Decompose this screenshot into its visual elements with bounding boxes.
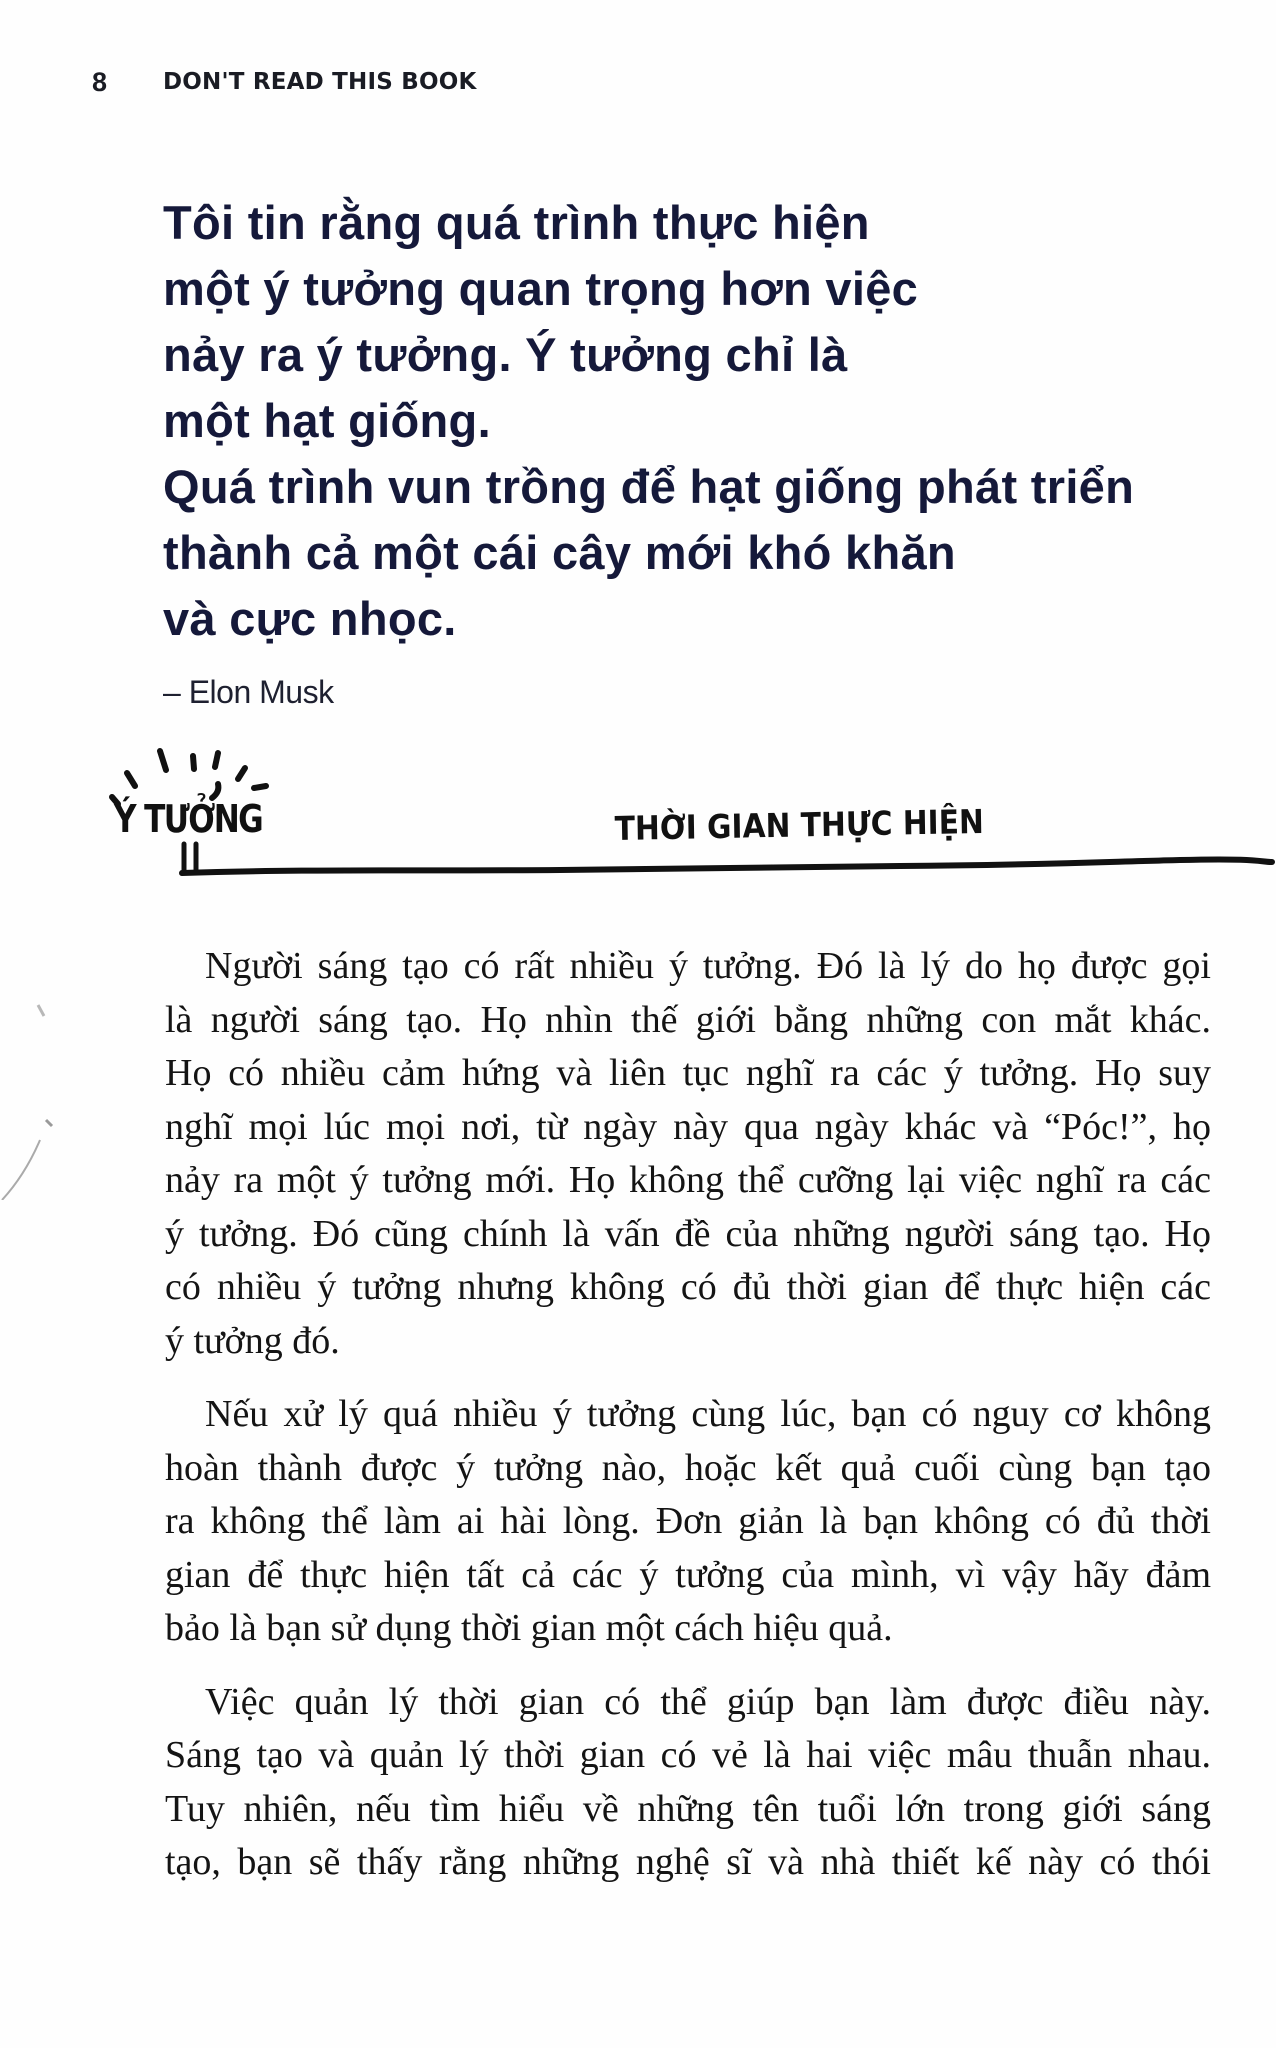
body-line: ra không thể làm ai hài lòng. Đơn giản là bạn không có đủ thời bbox=[165, 1500, 1211, 1542]
body-line: tạo, bạn sẽ thấy rằng những nghệ sĩ và nhà thiết kế này có thói bbox=[165, 1841, 1211, 1883]
body-line: Sáng tạo và quản lý thời gian có vẻ là hai việc mâu thuẫn nhau. bbox=[165, 1734, 1211, 1776]
scan-smudge bbox=[0, 1000, 60, 1200]
quote-line: và cực nhọc. bbox=[163, 592, 457, 645]
body-line: hoàn thành được ý tưởng nào, hoặc kết quả cuối cùng bạn tạo bbox=[165, 1446, 1211, 1489]
body-line: gian để thực hiện tất cả các ý tưởng của mình, vì vậy hãy đảm bbox=[165, 1553, 1211, 1596]
quote-line: một ý tưởng quan trọng hơn việc bbox=[163, 262, 919, 315]
timeline-start-ticks bbox=[184, 844, 196, 872]
body-line: Nếu xử lý quá nhiều ý tưởng cùng lúc, bạn có nguy cơ không bbox=[205, 1393, 1211, 1435]
page-number: 8 bbox=[92, 67, 108, 97]
execution-time-label: THỜI GIAN THỰC HIỆN bbox=[614, 801, 985, 848]
body-line: là người sáng tạo. Họ nhìn thế giới bằng những con mắt khác. bbox=[165, 998, 1211, 1041]
timeline-line bbox=[182, 859, 1272, 873]
body-line: bảo là bạn sử dụng thời gian một cách hiệu quả. bbox=[165, 1607, 893, 1649]
quote-line: Quá trình vun trồng để hạt giống phát triển bbox=[163, 460, 1135, 513]
quote-line: thành cả một cái cây mới khó khăn bbox=[163, 526, 956, 579]
body-line: có nhiều ý tưởng nhưng không có đủ thời gian để thực hiện các bbox=[165, 1266, 1211, 1308]
epigraph-quote bbox=[163, 190, 1223, 712]
idea-timeline-illustration bbox=[0, 740, 1276, 900]
body-line: nảy ra một ý tưởng mới. Họ không thể cưỡng lại việc nghĩ ra các bbox=[165, 1159, 1211, 1201]
body-line: ý tưởng. Đó cũng chính là vấn đề của những người sáng tạo. Họ bbox=[165, 1212, 1211, 1255]
quote-line: Tôi tin rằng quá trình thực hiện bbox=[163, 196, 870, 249]
running-header bbox=[0, 64, 1276, 104]
idea-label: Ý TƯỞNG bbox=[114, 797, 263, 841]
body-paragraph bbox=[165, 1388, 1211, 1656]
body-line: Việc quản lý thời gian có thể giúp bạn làm được điều này. bbox=[205, 1680, 1211, 1723]
body-line: nghĩ mọi lúc mọi nơi, từ ngày này qua ngày khác và “Póc!”, họ bbox=[165, 1105, 1211, 1148]
body-line: ý tưởng đó. bbox=[165, 1319, 340, 1362]
body-line: Họ có nhiều cảm hứng và liên tục nghĩ ra các ý tưởng. Họ suy bbox=[165, 1052, 1211, 1094]
body-line: Người sáng tạo có rất nhiều ý tưởng. Đó là lý do họ được gọi bbox=[205, 945, 1211, 987]
quote-line: nảy ra ý tưởng. Ý tưởng chỉ là bbox=[163, 328, 848, 381]
body-text bbox=[165, 940, 1211, 1910]
quote-line: một hạt giống. bbox=[163, 394, 491, 447]
quote-attribution: – Elon Musk bbox=[163, 674, 334, 710]
body-paragraph bbox=[165, 940, 1211, 1368]
body-line: Tuy nhiên, nếu tìm hiểu về những tên tuổi lớn trong giới sáng bbox=[165, 1787, 1211, 1830]
book-title: DON'T READ THIS BOOK bbox=[163, 69, 477, 95]
body-paragraph bbox=[165, 1676, 1211, 1890]
